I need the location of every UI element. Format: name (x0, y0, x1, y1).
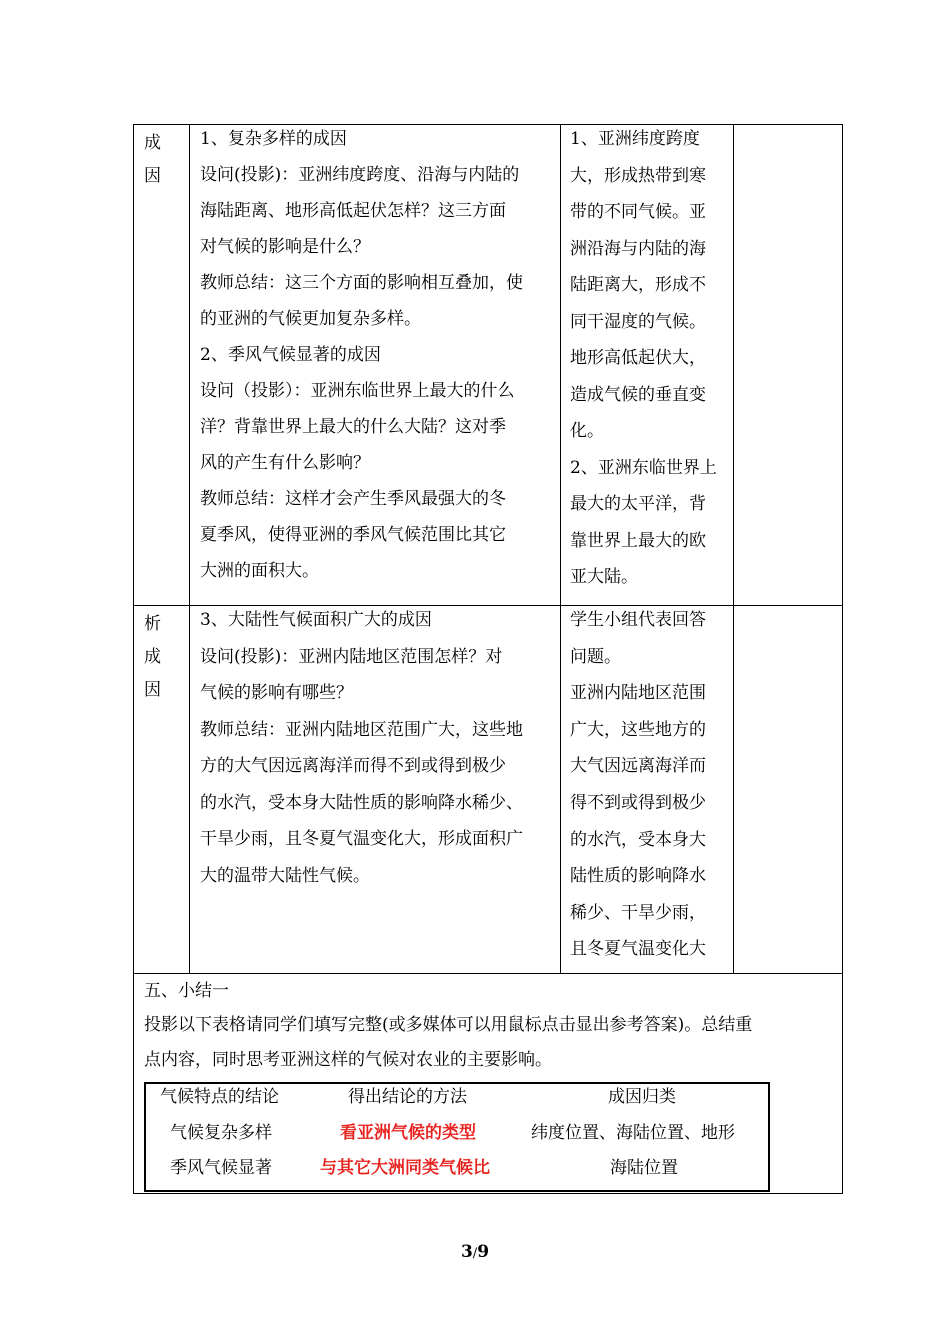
side-char: 因 (144, 680, 161, 700)
col-divider-2 (560, 124, 561, 974)
summary-header-cause: 成因归类 (608, 1087, 676, 1107)
student-text-line: 地形高低起伏大， (570, 348, 706, 368)
teacher-text-line: 的亚洲的气候更加复杂多样。 (200, 309, 421, 329)
teacher-text-line: 教师总结：亚洲内陆地区范围广大，这些地 (200, 719, 523, 740)
teacher-text-line: 大洲的面积大。 (200, 561, 319, 581)
teacher-text-line: 风的产生有什么影响？ (200, 453, 370, 473)
summary-line: 点内容，同时思考亚洲这样的气候对农业的主要影响。 (144, 1050, 552, 1070)
teacher-text-line: 干旱少雨，且冬夏气温变化大，形成面积广 (200, 829, 523, 849)
teacher-text-line: 大的温带大陆性气候。 (200, 865, 370, 886)
teacher-text-line: 洋？背靠世界上最大的什么大陆？这对季 (200, 417, 506, 437)
current-page: 3 (460, 1242, 473, 1262)
student-text-line: 洲沿海与内陆的海 (570, 238, 706, 259)
teacher-text-line: 3、大陆性气候面积广大的成因 (200, 610, 432, 630)
teacher-text-line: 气候的影响有哪些？ (200, 683, 353, 703)
row-divider-2 (133, 973, 843, 974)
teacher-text-line: 方的大气因远离海洋而得不到或得到极少 (200, 756, 506, 776)
summary-cell-cause: 海陆位置 (610, 1158, 678, 1178)
student-text-line: 大气因远离海洋而 (570, 756, 706, 777)
student-text-line: 且冬夏气温变化大 (570, 939, 706, 960)
student-text-line: 稀少、干旱少雨， (570, 902, 706, 923)
teacher-text-line: 设问(投影)：亚洲纬度跨度、沿海与内陆的 (200, 165, 520, 185)
student-text-line: 陆性质的影响降水 (570, 866, 706, 887)
student-text-line: 造成气候的垂直变 (570, 384, 706, 405)
student-text-line: 得不到或得到极少 (570, 793, 706, 813)
teacher-text-line: 对气候的影响是什么？ (200, 237, 370, 257)
student-text-line: 亚大陆。 (570, 567, 638, 587)
student-text-line: 的水汽，受本身大 (570, 829, 706, 850)
summary-cell-conclusion: 气候复杂多样 (170, 1123, 272, 1143)
total-pages: 9 (477, 1242, 490, 1262)
teacher-text-line: 教师总结：这三个方面的影响相互叠加，使 (200, 273, 523, 293)
student-text-line: 广大，这些地方的 (570, 719, 706, 740)
student-text-line: 化。 (570, 421, 604, 441)
summary-cell-method: 与其它大洲同类气候比 (320, 1158, 490, 1178)
side-char: 因 (144, 166, 161, 186)
student-text-line: 学生小组代表回答 (570, 610, 706, 630)
teacher-text-line: 夏季风，使得亚洲的季风气候范围比其它 (200, 525, 506, 545)
summary-line: 投影以下表格请同学们填写完整(或多媒体可以用鼠标点击显出参考答案)。总结重 (144, 1015, 753, 1035)
page-number (0, 1242, 950, 1262)
page-separator: / (472, 1246, 478, 1261)
side-char: 成 (144, 647, 161, 667)
summary-heading: 五、小结一 (144, 981, 229, 1001)
student-text-line: 大，形成热带到寒 (570, 165, 706, 186)
teacher-text-line: 设问(投影)：亚洲内陆地区范围怎样？对 (200, 646, 503, 667)
student-text-line: 1、亚洲纬度跨度 (570, 129, 700, 149)
col-divider-1 (189, 124, 190, 974)
summary-cell-conclusion: 季风气候显著 (170, 1158, 272, 1178)
student-text-line: 靠世界上最大的欧 (570, 530, 706, 551)
side-char: 成 (144, 133, 161, 153)
student-text-line: 带的不同气候。亚 (570, 202, 706, 222)
summary-cell-method: 看亚洲气候的类型 (340, 1123, 476, 1143)
student-text-line: 问题。 (570, 646, 621, 667)
student-text-line: 亚洲内陆地区范围 (570, 683, 706, 704)
side-char: 析 (144, 614, 161, 634)
row1-side-label (144, 127, 161, 193)
student-text-line: 陆距离大，形成不 (570, 275, 706, 295)
row-divider-1 (133, 605, 843, 606)
teacher-text-line: 2、季风气候显著的成因 (200, 345, 381, 365)
summary-header-conclusion: 气候特点的结论 (160, 1087, 279, 1107)
summary-header-method: 得出结论的方法 (348, 1087, 467, 1107)
row2-side-label (144, 608, 161, 707)
col-divider-3 (733, 124, 734, 974)
teacher-text-line: 的水汽，受本身大陆性质的影响降水稀少、 (200, 792, 523, 813)
teacher-text-line: 1、复杂多样的成因 (200, 129, 347, 149)
teacher-text-line: 海陆距离、地形高低起伏怎样？这三方面 (200, 201, 506, 221)
student-text-line: 最大的太平洋，背 (570, 494, 706, 514)
teacher-text-line: 设问（投影）：亚洲东临世界上最大的什么 (200, 381, 515, 401)
teacher-text-line: 教师总结：这样才会产生季风最强大的冬 (200, 489, 506, 509)
summary-cell-cause: 纬度位置、海陆位置、地形 (531, 1123, 735, 1143)
student-text-line: 同干湿度的气候。 (570, 311, 706, 332)
student-text-line: 2、亚洲东临世界上 (570, 457, 717, 478)
